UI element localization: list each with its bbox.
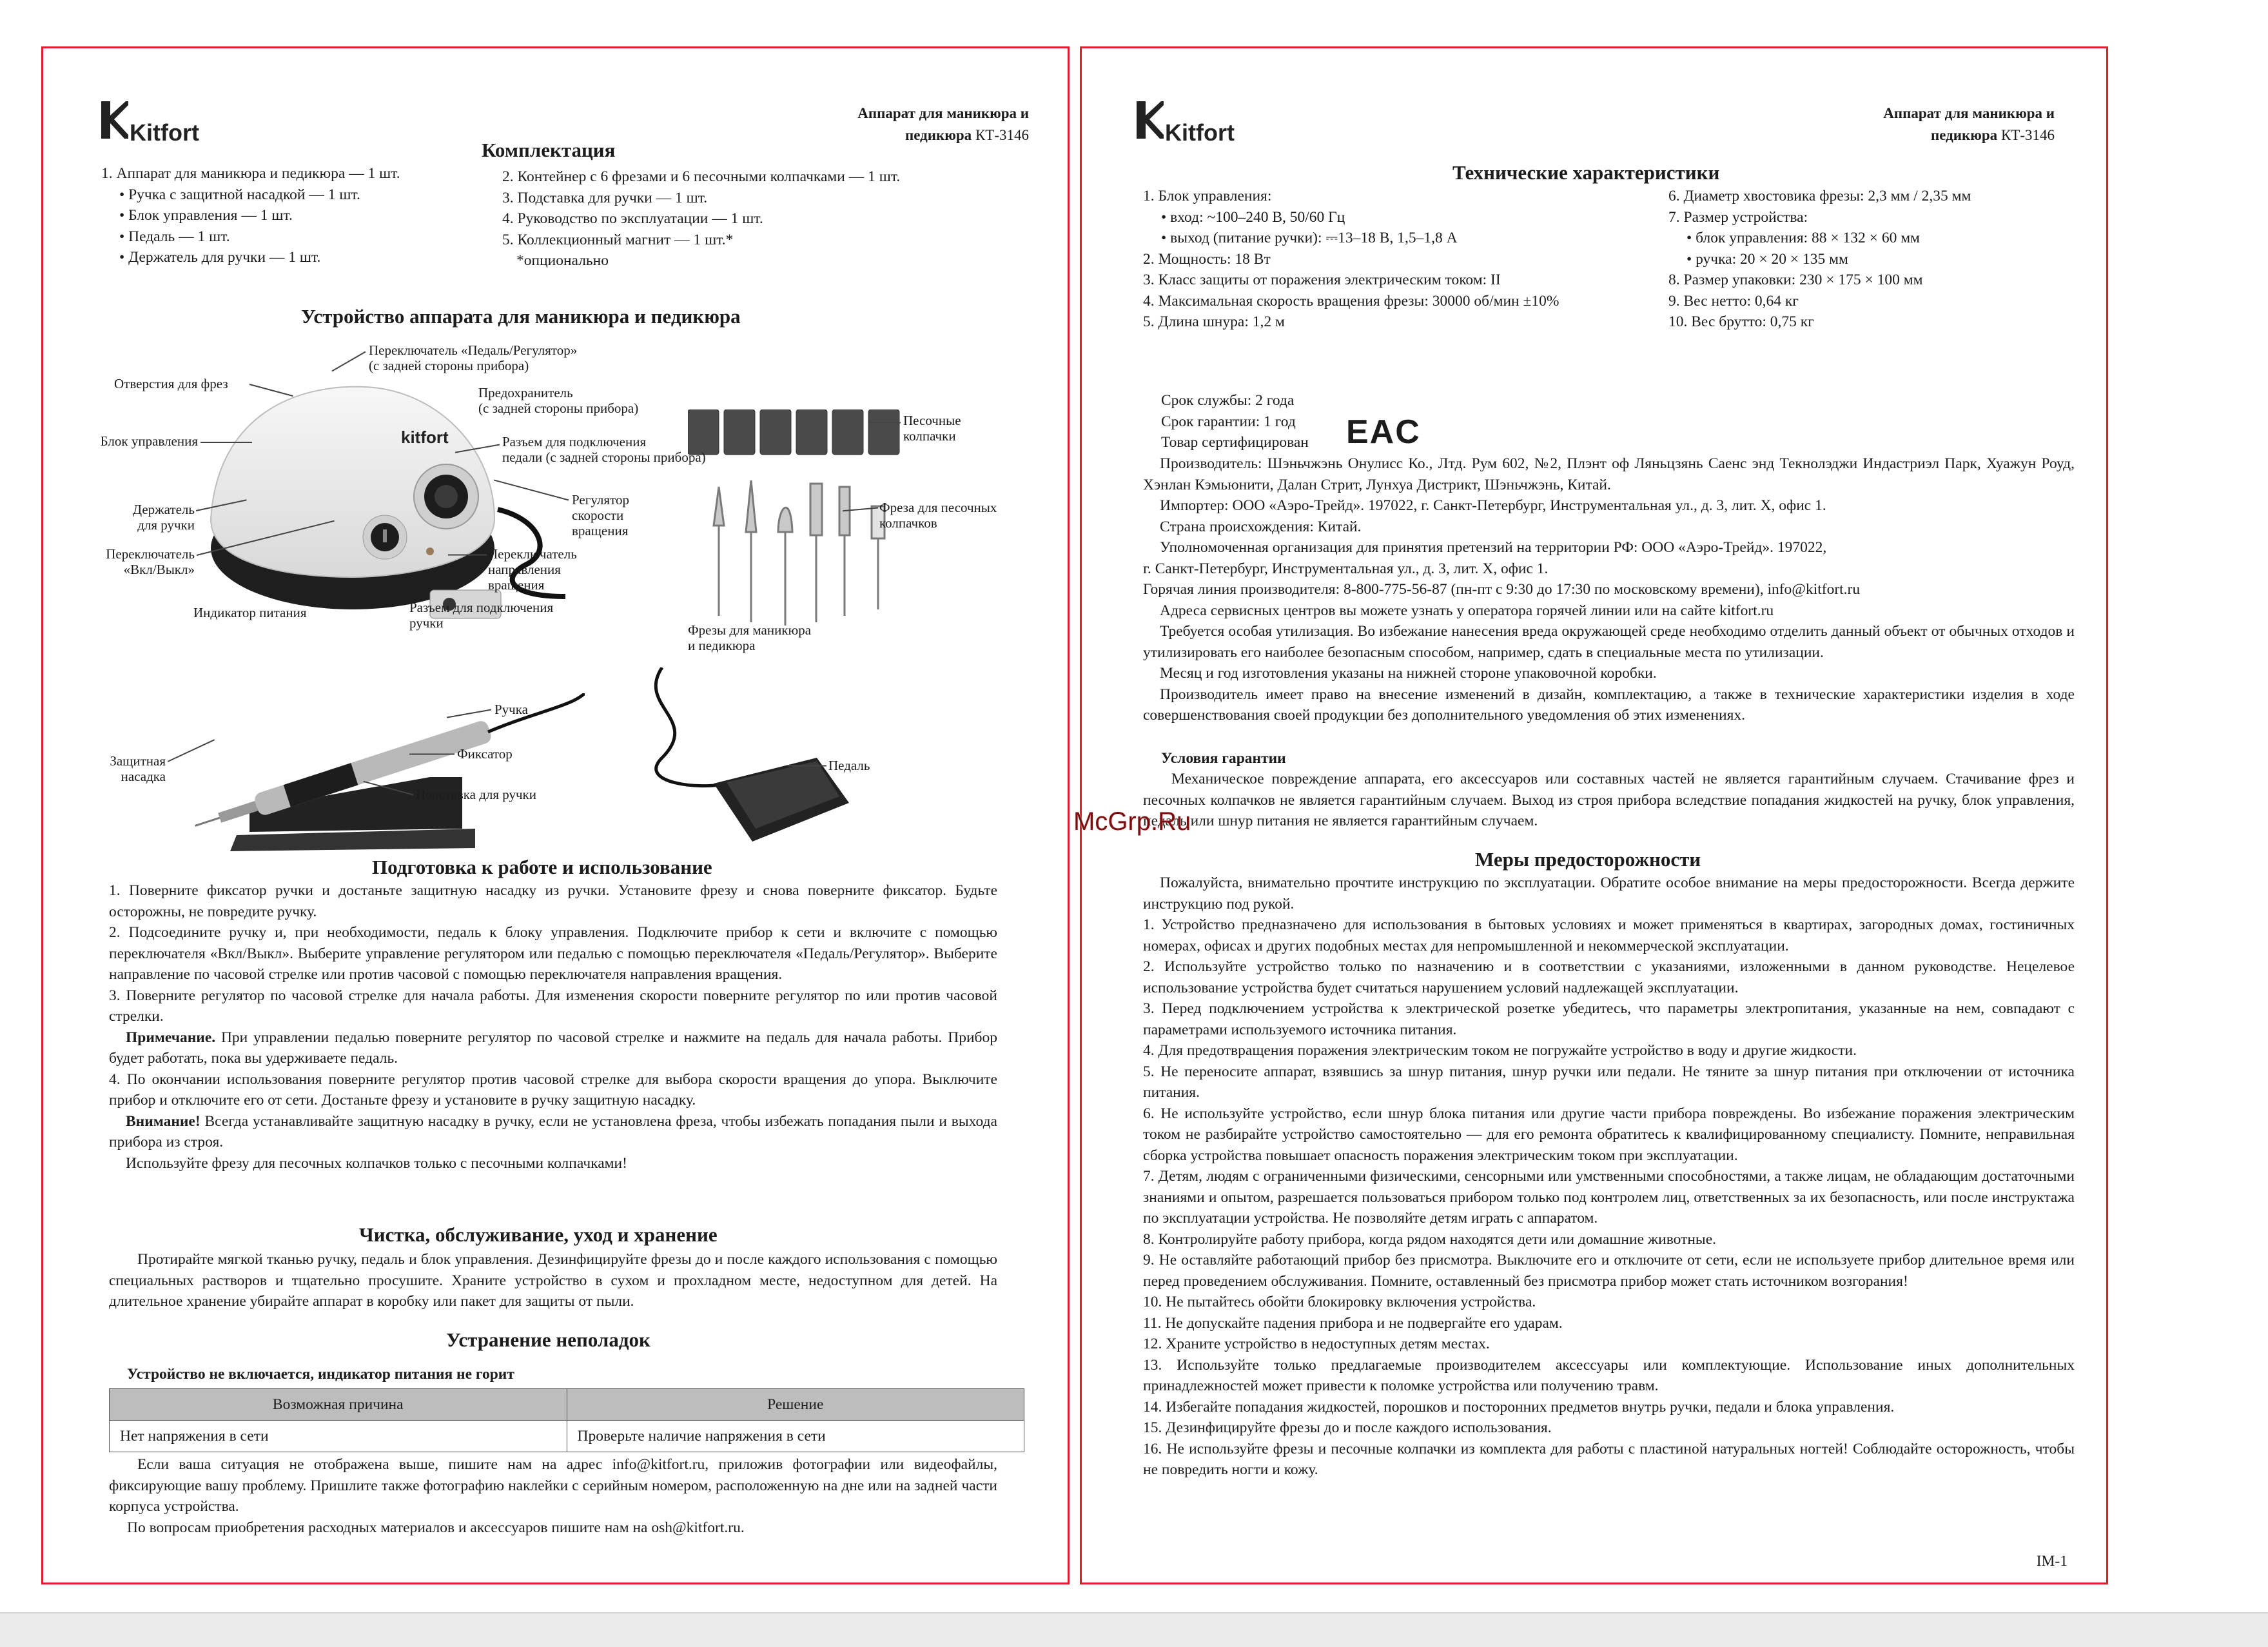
label-pedal: Педаль [828, 758, 870, 773]
prep-warning: Внимание! Всегда устанавливайте защитную насадку в ручку, если не установлена фреза, чтобы избежать попадания пыли и выхода прибора из строя. [109, 1112, 997, 1150]
prep-note: Примечание. При управлении педалью поверните регулятор по часовой стрелке и нажмите на педаль для начала работы. Прибор будет работать, пока вы удерживаете педаль. [109, 1029, 997, 1067]
leader-line [332, 351, 366, 371]
service-centers: Адреса сервисных центров вы можете узнать у оператора горячей линии или на сайте kitfort.ru [1160, 602, 1774, 619]
kit-list-2 [502, 166, 1031, 271]
spec-item: 4. Максимальная скорость вращения фрезы: 30000 об/мин ±10% [1143, 292, 1559, 310]
spec-item: 9. Вес нетто: 0,64 кг [1668, 292, 1799, 310]
leader-line [868, 422, 901, 424]
label-control-unit: Блок управления [100, 433, 198, 449]
leader-line [788, 765, 826, 767]
watermark: McGrp.Ru [1073, 807, 1191, 836]
kit-item: 1. Аппарат для маникюра и педикюра — 1 шт. [101, 165, 400, 182]
right-page: Kitfort Аппарат для маникюра и педикюра КТ-3146 Технические характеристики 1. Блок управления: • вход: ~100–240 В, 50/60 Гц • выход (питание ручки): ⎓13–18 В, 1,5–1,8 А 2. Мощность: 18 Вт 3. Класс защиты от поражения электрическим током: II 4. Максимальная скорость вращения фрезы: 30000 об/мин ±10% 5. Длина шнура: 1,2 м 6. Диаметр хвостовика фрезы: 2,3 мм / 2,35 мм 7. Размер устройства: • блок управления: 88 × 132 × 60 мм • ручка: 20 × 20 × 135 мм 8. Размер упаковки: 230 × 175 × 100 мм 9. Вес нетто: 0,64 кг 10. Вес брутто: 0,75 кг Срок службы: 2 года Срок гарантии: 1 год Товар сертифицирован EAC Производитель: Шэньчжэнь Онулисс Ко., Лтд. Рум 602, №2, Плэнт оф Ляньцзянь Саенс энд Текнолэджи Индастриэл Парк, Хуажун Роуд, Хэнлан Кэмьюнити, Далан Стрит, Лунхуа Дистрикт, Шэньчжэнь, Китай. Импортер: ООО «Аэро-Трейд». 197022, г. Санкт-Петербург, Инструментальная ул., д. 3, лит. Х, офис 1. Страна происхождения: Китай. Уполномоченная организация для принятия претензий на территории РФ: ООО «Аэро-Трейд». 197022, г. Санкт-Петербург, Инструментальная ул., д. 3, лит. Х, офис 1. Горячая линия производителя: 8-800-775-56-87 (пн-пт с 9:30 до 17:30 по московскому времени), info@kitfort.ru Адреса сервисных центров вы можете узнать у оператора горячей линии или на сайте kitfort.ru Требуется особая утилизация. Во избежание нанесения вреда окружающей среде необходимо отделить данный объект от обычных отходов и утилизировать его наиболее безопасным способом, например, сдать в специальные места по утилизации. Месяц и год изготовления указаны на нижней стороне упаковочной коробки. Производитель имеет право на внесение изменений в дизайн, комплектацию, а также в технические характеристики изделия в ходе совершенствования своей продукции без дополнительного уведомления об этих изменениях. Условия гарантии Механическое повреждение аппарата, его аксессуаров или составных частей не является гарантийным случаем. Стачивание фрез и песочных колпачков не является гарантийным случаем. Выход из строя прибора вследствие попадания жидкостей на ручку, блок управления, педаль или шнур питания не является гарантийным случаем. Меры предосторожности Пожалуйста, внимательно прочтите инструкцию по эксплуатации. Обратите особое внимание на меры предосторожности. Всегда держите инструкцию под рукой. 1. Устройство предназначено для использования в бытовых условиях и может применяться в квартирах, загородных домах, гостиничных номерах, офисах и других подобных местах для непромышленной и некоммерческой эксплуатации. 2. Используйте устройство только по назначению и в соответствии с указаниями, изложенными в данном руководстве. Нецелевое использование устройства будет считаться нарушением условий надлежащей эксплуатации. 3. Перед подключением устройства к электрической розетке убедитесь, что параметры электропитания, указанные на нем, совпадают с параметрами используемого источника питания. 4. Для предотвращения поражения электрическим током не погружайте устройство в воду и другие жидкости. 5. Не переносите аппарат, взявшись за шнур питания, шнур ручки или педали. Не тяните за шнур питания при отключении от источника питания. 6. Не используйте устройство, если шнур блока питания или другие части прибора повреждены. Во избежание поражения электрическим током не разбирайте устройство самостоятельно — для его ремонта обратитесь к квалифицированному специалисту. Помните, неправильная сборка устройства повышает опасность поражения электрическим током при эксплуатации. 7. Детям, людям с ограниченными физическими, сенсорными или умственными способностями, а также лицам, не обладающим достаточными знаниями и опытом, разрешается пользоваться прибором только под контролем лиц, ответственных за их безопасность, или после инструктажа по эксплуатации устройства. Не позволяйте детям играть с аппаратом. 8. Контролируйте работу прибора, когда рядом находятся дети или домашние животные. 9. Не оставляйте работающий прибор без присмотра. Выключите его и отключите от сети, если не используете прибор длительное время или перед проведением обслуживания. Помните, оставленный без присмотра прибор может стать источником возгорания! 10. Не пытайтесь обойти блокировку включения устройства. 11. Не допускайте падения прибора и не подвергайте его ударам. 12. Храните устройство в недоступных детям местах. 13. Используйте только предлагаемые производителем аксессуары или комплектующие. Использование иных дополнительных принадлежностей может привести к поломке устройства или получению травм. 14. Избегайте попадания жидкостей, порошков и посторонних предметов внутрь ручки, педали и блока управления. 15. Дезинфицируйте фрезы до и после каждого использования. 16. Не используйте фрезы и песочные колпачки из комплекта для работы с пластиной натуральных ногтей! Соблюдайте осторожность, чтобы не повредить ногти и кожу. IM-1 [1080, 46, 2108, 1584]
trouble-table [109, 1388, 1024, 1452]
label-holes: Отверстия для фрез [114, 376, 228, 391]
spec-item: • вход: ~100–240 В, 50/60 Гц [1161, 208, 1345, 226]
spec-item: 1. Блок управления: [1143, 188, 1272, 204]
table-cell: Нет напряжения в сети [110, 1421, 567, 1452]
specs-title: Технические характеристики [1452, 161, 1720, 184]
device-brand-text: kitfort [401, 428, 449, 447]
leader-line [200, 442, 252, 443]
doc-header: Аппарат для маникюра и педикюра КТ-3146 [1883, 105, 2055, 143]
safety-intro: Пожалуйста, внимательно прочтите инструкцию по эксплуатации. Обратите особое внимание на меры предосторожности. Всегда держите инструкцию под рукой. [1143, 874, 2075, 912]
kit-item: • Держатель для ручки — 1 шт. [119, 249, 321, 266]
label-pedal-socket: Разъем для подключения педали (с задней стороны прибора) [502, 434, 706, 465]
importer: Импортер: ООО «Аэро-Трейд». 197022, г. Санкт-Петербург, Инструментальная ул., д. 3, лит. Х, офис 1. [1160, 497, 1826, 514]
care-text: Протирайте мягкой тканью ручку, педаль и блок управления. Дезинфицируйте фрезы до и после каждого использования с помощью специальных растворов и тщательно просушите. Храните устройство в сухом и прохладном месте, недоступном для детей. На длительное хранение убирайте аппарат в коробку или пакет для защиты от пыли. [109, 1251, 997, 1310]
safety-item: 9. Не оставляйте работающий прибор без присмотра. Выключите его и отключите от сети, если не используете прибор длительное время или перед проведением обслуживания. Помните, оставленный без присмотра прибор может стать источником возгорания! [1143, 1252, 2075, 1290]
prep-step-2: 2. Подсоедините ручку и, при необходимости, педаль к блоку управления. Подключите прибор к сети и включите с помощью переключателя «Вкл/Выкл». Выберите управление регулятором или педалью с помощью переключателя «Педаль/Регулятор». Выберите направление по часовой стрелке или против часовой с помощью переключателя направления вращения. [109, 924, 997, 983]
spec-item: 5. Длина шнура: 1,2 м [1143, 313, 1285, 330]
safety-item: 15. Дезинфицируйте фрезы до и после каждого использования. [1143, 1419, 1552, 1436]
safety-item: 10. Не пытайтесь обойти блокировку включения устройства. [1143, 1294, 1536, 1310]
label-onoff: Переключатель «Вкл/Выкл» [106, 546, 195, 577]
safety-item: 8. Контролируйте работу прибора, когда рядом находятся дети или домашние животные. [1143, 1230, 1717, 1248]
kit-item: • Ручка с защитной насадкой — 1 шт. [119, 186, 360, 203]
certified-text: Товар сертифицирован [1161, 434, 1309, 451]
label-sand-caps: Песочные колпачки [903, 413, 961, 444]
kit-list-1 [101, 163, 514, 268]
device-title: Устройство аппарата для маникюра и педикюра [301, 305, 741, 328]
table-cell: Проверьте наличие напряжения в сети [567, 1421, 1024, 1452]
disposal: Требуется особая утилизация. Во избежание нанесения вреда окружающей среде необходимо отделить данный объект от обычных отходов и утилизировать его наиболее безопасным способом, например, сдать в специальные места по утилизации. [1143, 623, 2075, 661]
trouble-subtitle: Устройство не включается, индикатор питания не горит [127, 1366, 514, 1383]
manufacturer: Производитель: Шэньчжэнь Онулисс Ко., Лтд. Рум 602, №2, Плэнт оф Ляньцзянь Саенс энд Текнолэджи Индастриэл Парк, Хуажун Роуд, Хэнлан Кэмьюнити, Далан Стрит, Лунхуа Дистрикт, Шэньчжэнь, Китай. [1143, 455, 2075, 493]
safety-item: 2. Используйте устройство только по назначению и в соответствии с указаниями, изложенными в данном руководстве. Нецелевое использование устройства будет считаться нарушением условий надлежащей эксплуатации. [1143, 958, 2075, 996]
service-life: Срок службы: 2 года [1161, 392, 1295, 409]
label-switch-pedal: Переключатель «Педаль/Регулятор» (с задней стороны прибора) [369, 342, 578, 373]
safety-item: 1. Устройство предназначено для использования в бытовых условиях и может применяться в квартирах, загородных домах, гостиничных номерах, офисах и других подобных местах для непромышленной и некоммерческой эксплуатации. [1143, 916, 2075, 954]
safety-item: 13. Используйте только предлагаемые производителем аксессуары или комплектующие. Использование иных дополнительных принадлежностей может привести к поломке устройства или получению травм. [1143, 1356, 2075, 1394]
spec-item: 6. Диаметр хвостовика фрезы: 2,3 мм / 2,35 мм [1668, 188, 1971, 204]
prep-caution: Используйте фрезу для песочных колпачков только с песочными колпачками! [126, 1154, 627, 1172]
spec-item: 7. Размер устройства: [1668, 208, 1808, 226]
label-direction: Переключатель направления вращения [488, 546, 577, 593]
prep-step-4: 4. По окончании использования поверните регулятор против часовой стрелке для выбора скорости вращения до упора. Выключите прибор и отключите его от сети. Достаньте фрезу и установите в ручку защитную насадку. [109, 1070, 997, 1109]
spec-item: 2. Мощность: 18 Вт [1143, 250, 1271, 268]
spec-item: 8. Размер упаковки: 230 × 175 × 100 мм [1668, 271, 1923, 288]
trouble-title: Устранение неполадок [446, 1328, 650, 1351]
label-handle-socket: Разъем для подключения ручки [409, 600, 554, 631]
kit-title: Комплектация [482, 139, 616, 161]
prep-step-3: 3. Поверните регулятор по часовой стрелке для начала работы. Для изменения скорости поверните регулятор по или против часовой стрелки. [109, 987, 997, 1025]
specs-col-1 [1143, 186, 1659, 333]
safety-item: 11. Не допускайте падения прибора и не подвергайте его ударам. [1143, 1314, 1563, 1332]
warranty-text: Механическое повреждение аппарата, его аксессуаров или составных частей не является гарантийным случаем. Стачивание фрез и песочных колпачков не является гарантийным случаем. Выход из строя прибора вследствие попадания жидкостей на ручку, блок управления, педаль или шнур питания не является гарантийным случаем. [1143, 771, 2075, 829]
eac-mark: EAC [1346, 413, 1421, 451]
safety-item: 6. Не используйте устройство, если шнур блока питания или другие части прибора повреждены. Во избежание поражения электрическим током не разбирайте устройство самостоятельно — для его ремонта обратитесь к квалифицированному специалисту. Помните, неправильная сборка устройства повышает опасность поражения электрическим током при эксплуатации. [1143, 1105, 2075, 1164]
kit-item: 2. Контейнер с 6 фрезами и 6 песочными колпачками — 1 шт. [502, 168, 901, 185]
warranty-period: Срок гарантии: 1 год [1161, 413, 1296, 430]
leader-line [448, 555, 487, 556]
origin: Страна происхождения: Китай. [1160, 518, 1362, 535]
hotline: Горячая линия производителя: 8-800-775-56-87 (пн-пт с 9:30 до 17:30 по московскому времени), info@kitfort.ru [1143, 581, 1861, 598]
label-power-indicator: Индикатор питания [193, 605, 307, 620]
handle-stand-illustration [185, 693, 585, 861]
kit-item: • Блок управления — 1 шт. [119, 207, 293, 224]
table-header-row [110, 1389, 1024, 1421]
safety-item: 7. Детям, людям с ограниченными физическими, сенсорными или умственными способностями, а также лицам, не обладающим достаточными знаниями и опытом, разрешается пользоваться прибором только под контролем лиц, ответственных за их безопасность, или после инструктажа по эксплуатации устройства. Не позволяйте детям играть с аппаратом. [1143, 1168, 2075, 1227]
leader-line [409, 754, 455, 755]
care-title: Чистка, обслуживание, уход и хранение [359, 1223, 718, 1246]
safety-item: 4. Для предотвращения поражения электрическим током не погружайте устройство в воду и другие жидкости. [1143, 1042, 1857, 1059]
label-holder: Держатель для ручки [132, 502, 195, 533]
info-text [1143, 453, 2075, 726]
authorized-org: Уполномоченная организация для принятия претензий на территории РФ: ООО «Аэро-Трейд». 197022, [1160, 539, 1827, 556]
trouble-text: Если ваша ситуация не отображена выше, пишите нам на адрес info@kitfort.ru, приложив фотографии или видеофайлы, фиксирующие вашу проблему. Пришлите также фотографию наклейки с серийным номером, расположенную на дне или на задней части корпуса устройства. По вопросам приобретения расходных материалов и аксессуаров пишите нам на osh@kitfort.ru. [109, 1456, 997, 1536]
bits-illustration [688, 409, 907, 648]
warranty-title: Условия гарантии [1161, 750, 1286, 767]
changes-notice: Производитель имеет право на внесение изменений в дизайн, комплектацию, а также в технические характеристики изделия в ходе совершенствования своей продукции без дополнительного уведомления об этих изменениях. [1143, 685, 2075, 724]
spec-item: • блок управления: 88 × 132 × 60 мм [1686, 230, 1920, 246]
kit-footnote: *опционально [516, 252, 609, 269]
kit-item: 5. Коллекционный магнит — 1 шт.* [502, 231, 734, 248]
kitfort-logo-icon [1137, 101, 1164, 139]
viewer-bottom-bar [0, 1612, 2268, 1647]
safety-item: 5. Не переносите аппарат, взявшись за шнур питания, шнур ручки или педали. Не тяните за шнур питания при отключении от источника питания. [1143, 1063, 2075, 1101]
label-guard: Защитная насадка [110, 753, 166, 784]
safety-title: Меры предосторожности [1475, 848, 1701, 871]
kit-item: • Педаль — 1 шт. [119, 228, 230, 245]
safety-item: 12. Храните устройство в недоступных детям местах. [1143, 1336, 1490, 1352]
left-page: Kitfort Аппарат для маникюра и педикюра КТ-3146 Комплектация 1. Аппарат для маникюра и педикюра — 1 шт. • Ручка с защитной насадкой — 1 шт. • Блок управления — 1 шт. • Педаль — 1 шт. • Держатель для ручки — 1 шт. 2. Контейнер с 6 фрезами и 6 песочными колпачками — 1 шт. 3. Подставка для ручки — 1 шт. 4. Руководство по эксплуатации — 1 шт. 5. Коллекционный магнит — 1 шт.* *опционально Устройство аппарата для маникюра и педикюра kitfort Отверстия для фрез Переключатель «Педаль/Регулятор» (с задней стороны прибора) Предохранитель (с задней стороны прибора) Блок управления Разъем для подключения педали (с задней стороны прибора) Держатель для ручки Регулятор скорости вращения Переключатель «Вкл/Выкл» Переключатель направления вращения Индикатор питания Разъем для подключения ручки Песочные колпачки Фреза для песочных колпачков Фрезы для маникюра и педикюра Ручка Защитная насадка Фиксатор Подставка для ручки Педаль Подготовка к работе и использование 1. Поверните фиксатор ручки и достаньте защитную насадку из ручки. Установите фрезу и снова поверните фиксатор. Будьте осторожны, не повредите ручку. 2. Подсоедините ручку и, при необходимости, педаль к блоку управления. Подключите прибор к сети и включите с помощью переключателя «Вкл/Выкл». Выберите управление регулятором или педалью с помощью переключателя «Педаль/Регулятор». Выберите направление по часовой стрелке или против часовой с помощью переключателя направления вращения. 3. Поверните регулятор по часовой стрелке для начала работы. Для изменения скорости поверните регулятор по или против часовой стрелки. Примечание. При управлении педалью поверните регулятор по часовой стрелке и нажмите на педаль для начала работы. Прибор будет работать, пока вы удерживаете педаль. 4. По окончании использования поверните регулятор против часовой стрелке для выбора скорости вращения до упора. Выключите прибор и отключите его от сети. Достаньте фрезу и установите в ручку защитную насадку. Внимание! Всегда устанавливайте защитную насадку в ручку, если не установлена фреза, чтобы избежать попадания пыли и выхода прибора из строя. Используйте фрезу для песочных колпачков только с песочными колпачками! Чистка, обслуживание, уход и хранение Протирайте мягкой тканью ручку, педаль и блок управления. Дезинфицируйте фрезы до и после каждого использования с помощью специальных растворов и тщательно просушите. Храните устройство в сухом и прохладном месте, недоступном для детей. На длительное хранение убирайте аппарат в коробку или пакет для защиты от пыли. Устранение неполадок Устройство не включается, индикатор питания не горит Возможная причина Решение Нет напряжения в сети Проверьте наличие напряжения в сети Если ваша ситуация не отображена выше, пишите нам на адрес info@kitfort.ru, приложив фотографии или видеофайлы, фиксирующие вашу проблему. Пришлите также фотографию наклейки с серийным номером, расположенную на дне или на задней части корпуса устройства. По вопросам приобретения расходных материалов и аксессуаров пишите нам на osh@kitfort.ru. [41, 46, 1070, 1584]
label-speed: Регулятор скорости вращения [572, 492, 629, 538]
label-fuse: Предохранитель (с задней стороны прибора) [478, 385, 639, 416]
spec-item: 10. Вес брутто: 0,75 кг [1668, 313, 1814, 330]
kit-item: 3. Подставка для ручки — 1 шт. [502, 189, 708, 206]
label-handle: Ручка [494, 702, 528, 717]
spec-item: • выход (питание ручки): ⎓13–18 В, 1,5–1,8 А [1161, 230, 1458, 246]
spec-item: 3. Класс защиты от поражения электрическим током: II [1143, 271, 1501, 288]
prep-step-1: 1. Поверните фиксатор ручки и достаньте защитную насадку из ручки. Установите фрезу и снова поверните фиксатор. Будьте осторожны, не повредите ручку. [109, 882, 997, 920]
safety-item: 14. Избегайте попадания жидкостей, порошков и посторонних предметов внутрь ручки, педали и блока управления. [1143, 1398, 1895, 1415]
kit-item: 4. Руководство по эксплуатации — 1 шт. [502, 210, 763, 227]
page-number: IM-1 [2036, 1553, 2068, 1570]
doc-header: Аппарат для маникюра и педикюра КТ-3146 [857, 105, 1029, 143]
prep-title: Подготовка к работе и использование [372, 856, 712, 878]
safety-item: 16. Не используйте фрезы и песочные колпачки из комплекта для работы с пластиной натуральных ногтей! Соблюдайте осторожность, чтобы не повредить ногти и кожу. [1143, 1440, 2075, 1478]
table-header: Решение [567, 1389, 1024, 1421]
label-lock: Фиксатор [457, 746, 513, 762]
safety-text [1143, 873, 2075, 1481]
label-bits: Фрезы для маникюра и педикюра [688, 622, 812, 653]
label-stand: Подставка для ручки [416, 787, 536, 802]
authorized-org-address: г. Санкт-Петербург, Инструментальная ул., д. 3, лит. Х, офис 1. [1143, 560, 1549, 577]
prep-text [109, 880, 997, 1174]
specs-col-2 [1668, 186, 2055, 333]
manufacture-date: Месяц и год изготовления указаны на нижней стороне упаковочной коробки. [1160, 665, 1657, 682]
spec-item: • ручка: 20 × 20 × 135 мм [1686, 250, 1848, 268]
safety-item: 3. Перед подключением устройства к электрической розетке убедитесь, что параметры электропитания, указанные на нем, совпадают с параметрами используемого источника питания. [1143, 1000, 2075, 1038]
kitfort-logo-icon [101, 101, 128, 139]
label-cap-bit: Фреза для песочных колпачков [879, 500, 997, 531]
table-header: Возможная причина [110, 1389, 567, 1421]
table-row [110, 1421, 1024, 1452]
